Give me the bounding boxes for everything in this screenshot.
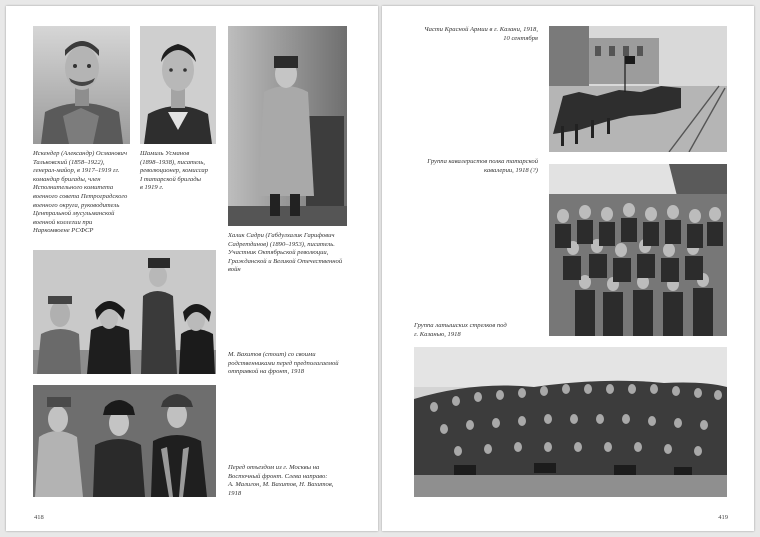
page-number-right: 419 <box>718 514 728 521</box>
photo-tatar-cavalry <box>549 164 727 336</box>
photo-sadri <box>228 26 347 226</box>
caption-latvian-riflemen: Группа латышских стрелков под г. Казанью, 1918 <box>414 322 507 338</box>
photo-usmanov <box>140 26 216 144</box>
caption-vakhitov-family: М. Вахитов (стоит) со своими родственниками перед предполагаемой отправкой на фронт, 1918 <box>228 351 339 376</box>
caption-sadri: Халик Садри (Габдулхалик Гарифович Садретдинов) (1890–1953), писатель. Участник Октябрьской революции, Гражданской и Великой Отечественной войн <box>228 232 343 274</box>
caption-usmanov: Шамиль Усманов (1898–1938), писатель, революционер, комиссар I татарской бригады в 1919 г. <box>140 150 208 192</box>
photo-talkovsky <box>33 26 130 144</box>
photo-vakhitov-family <box>33 250 216 374</box>
right-page <box>382 6 754 531</box>
caption-red-army-kazan: Части Красной Армии в г. Казани, 1918, 10 сентября <box>424 26 538 42</box>
photo-red-army-kazan <box>549 26 727 152</box>
caption-talkovsky: Искендер (Александр) Османович Тальковский (1858–1922), генерал-майор, в 1917–1919 гг. командир бригады, член Исполнительного комитета военного совета Петроградского военного округа, руководитель Центральной мусульманской военной коллегии при Наркомвоене РСФСР <box>33 150 128 235</box>
page-number-left: 418 <box>34 514 44 521</box>
caption-vakhitov-front: Перед отъездом из г. Москвы на Восточный фронт. Слева направо: А. Малигон, М. Вахитов, Н. Вахитов, 1918 <box>228 464 334 497</box>
left-page <box>6 6 378 531</box>
caption-tatar-cavalry: Группа кавалеристов полка татарской кавалерии, 1918 (?) <box>427 158 538 174</box>
photo-vakhitov-front <box>33 385 216 497</box>
photo-latvian-riflemen <box>414 347 727 497</box>
